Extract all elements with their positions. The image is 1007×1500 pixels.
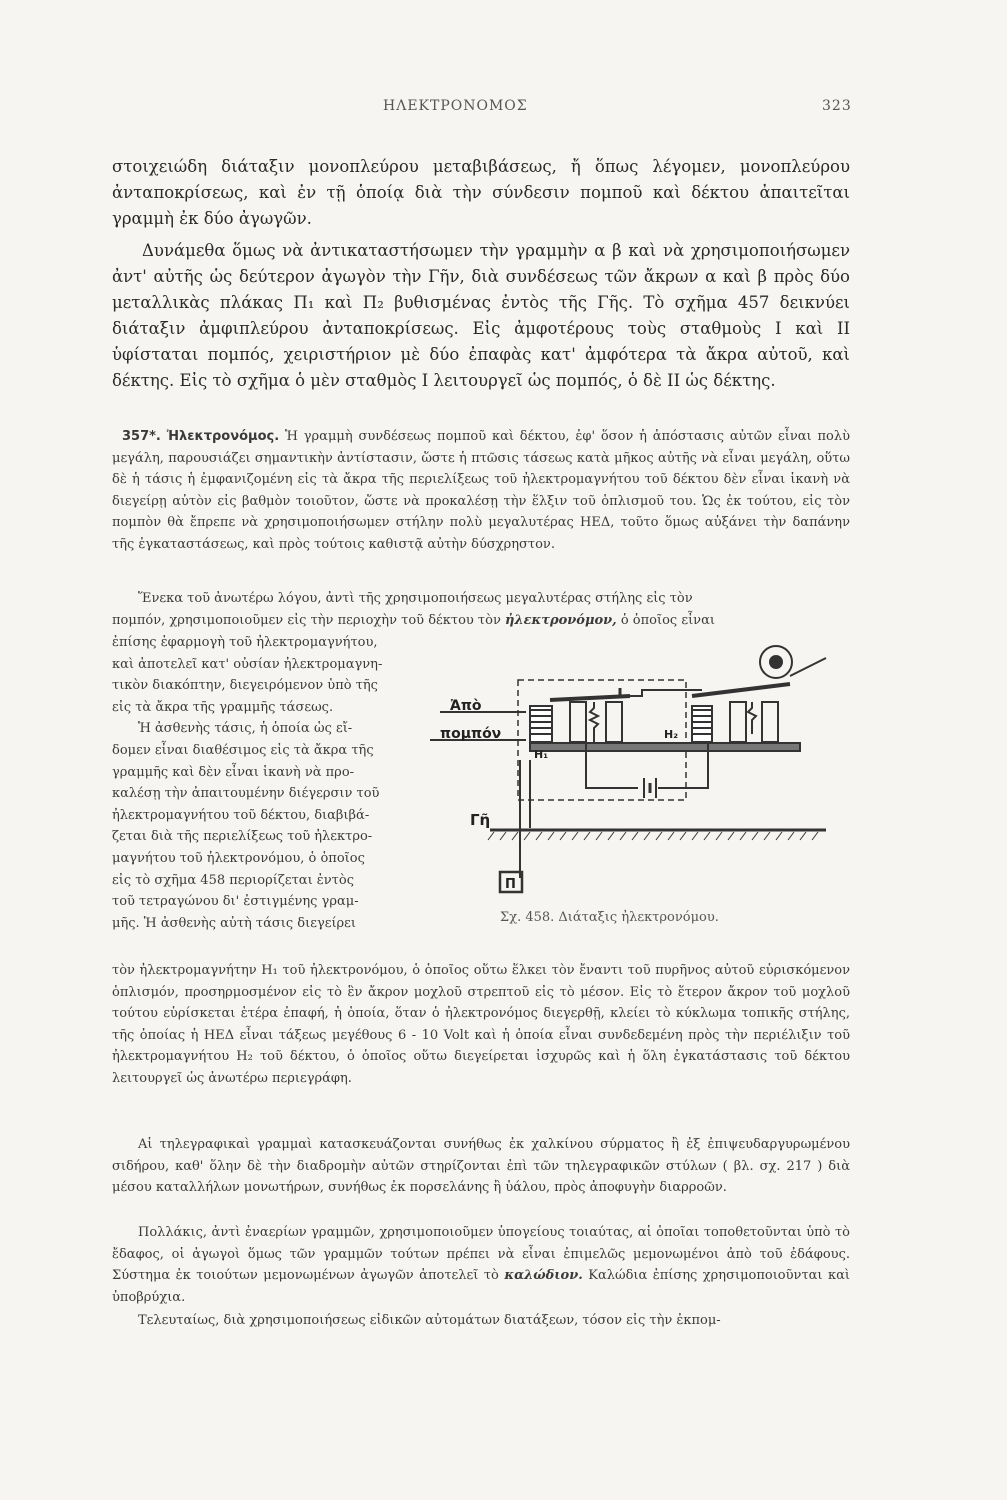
receiver-lever [692, 684, 790, 696]
wrap-left-line: εἰς τὰ ἄκρα τῆς γραμμῆς τάσεως. [112, 699, 334, 715]
section-intro-text: Ἡ γραμμὴ συνδέσεως πομποῦ καὶ δέκτου, ἐφ' ὅσον ἡ ἀπόστασις αὐτῶν εἶναι πολὺ μεγάλη, παρουσιάζει σημαντικὴν ἀντίστασιν, ὥστε ἡ πτῶσις τάσεως κατὰ μῆκος αὐτῆς νὰ εἶναι μεγάλη, οὕτω δὲ ἡ τάσις ἡ ἐμφανιζομένη εἰς τὰ ἄκρα τῆς περιελίξεως τοῦ ἠλεκτρομαγνήτου τοῦ δέκτου δὲν εἶναι ἱκανὴ νὰ διεγείρῃ αὐτὸν εἰς βαθμὸν τοιοῦτον, ὥστε νὰ προκαλέσῃ τὴν ἕλξιν τοῦ ὁπλισμοῦ του. Ὡς ἐκ τούτου, εἰς τὸν πομπὸν θὰ ἔπρεπε νὰ χρησιμοποιήσωμεν στήλην πολὺ μεγαλυτέρας ΗΕΔ, τοῦτο ὅμως αὐξάνει τὴν δαπάνην τῆς ἐγκαταστάσεως, καὶ πρὸς τούτοις καθιστᾷ αὐτὴν δύσχρηστον. [112, 429, 850, 552]
label-h2: H₂ [664, 728, 679, 741]
wrap-left-line: καλέσῃ τὴν ἀπαιτουμένην διέγερσιν τοῦ [112, 786, 380, 802]
term-cable: καλώδιον. [504, 1268, 583, 1284]
section-heading: Ἠλεκτρονόμος. [166, 429, 280, 444]
receiver-pillar [730, 702, 746, 742]
running-head: ΗΛΕΚΤΡΟΝΟΜΟΣ [383, 98, 528, 114]
label-from: Ἀπὸ [450, 698, 482, 714]
relay-pillar [570, 702, 586, 742]
local-battery [644, 778, 656, 798]
coil-h2 [692, 706, 712, 742]
label-plate: Π [505, 877, 516, 892]
term-relay: ἠλεκτρονόμον, [505, 613, 617, 628]
relay-pillar [606, 702, 622, 742]
wrap-left-line: μῆς. Ἡ ἀσθενὴς αὐτὴ τάσις διεγείρει [112, 915, 357, 931]
label-h1: H₁ [534, 748, 549, 761]
wrap-left-line: μαγνήτου τοῦ ἠλεκτρονόμου, ὁ ὁποῖος [112, 850, 365, 866]
section-number: 357*. [122, 429, 161, 444]
paragraph-2: Δυνάμεθα ὅμως νὰ ἀντικαταστήσωμεν τὴν γραμμὴν α β καὶ νὰ χρησιμοποιήσωμεν ἀντ' αὐτῆς ὡς δεύτερον ἀγωγὸν τὴν Γῆν, διὰ συνδέσεως τῶν ἄκρων α καὶ β πρὸς δύο μεταλλικὰς πλάκας Π₁ καὶ Π₂ βυθισμένας ἐντὸς τῆς Γῆς. Τὸ σχῆμα 457 δεικνύει διάταξιν ἀμφιπλεύρου ἀνταποκρίσεως. Εἰς ἀμφοτέρους τοὺς σταθμοὺς Ι καὶ ΙΙ ὑφίσταται πομπός, χειριστήριον μὲ δύο ἐπαφὰς κατ' ἀμφότερα τὰ ἄκρα αὐτοῦ, καὶ δέκτης. Εἰς τὸ σχῆμα ὁ μὲν σταθμὸς Ι λειτουργεῖ ὡς πομπός, ὁ δὲ ΙΙ ὡς δέκτης. [112, 241, 850, 390]
base-plate [530, 743, 800, 751]
wrap-left-line: γραμμῆς καὶ δὲν εἶναι ἱκανὴ νὰ προ- [112, 764, 355, 780]
wrap-left-line: καὶ ἀποτελεῖ κατ' οὐσίαν ἠλεκτρομαγνη- [112, 656, 383, 672]
paragraph-relay-operation: τὸν ἠλεκτρομαγνήτην Η₁ τοῦ ἠλεκτρονόμου, ὁ ὁποῖος οὕτω ἕλκει τὸν ἔναντι τοῦ πυρῆνος αὐτοῦ εὑρισκόμενον ὁπλισμόν, προσηρμοσμένον εἰς τὸ ἓν ἄκρον μοχλοῦ στρεπτοῦ εἰς τὸ μέσον. Εἰς τὸ ἕτερον ἄκρον τοῦ μοχλοῦ τούτου εὑρίσκεται ἑτέρα ἐπαφή, ἡ ὁποία, ὅταν ὁ ἠλεκτρονόμος διεγερθῇ, κλείει τὸ κύκλωμα τοπικῆς στήλης, τῆς ὁποίας ἡ ΗΕΔ εἶναι τάξεως μεγέθους 6 - 10 Volt καὶ ἡ ὁποία εἶναι συνδεδεμένη πρὸς τὴν περιέλιξιν τοῦ ἠλεκτρομαγνήτου Η₂ τοῦ δέκτου, ὁ ὁποῖος οὕτω διεγείρεται ἰσχυρῶς καὶ ἡ ὅλη ἐγκατάστασις τοῦ δέκτου λειτουργεῖ ὡς ἀνωτέρω περιεγράφη. [112, 963, 850, 1086]
receiver-spring [748, 702, 756, 734]
wrap-line-1: Ἕνεκα τοῦ ἀνωτέρω λόγου, ἀντὶ τῆς χρησιμοποιήσεως μεγαλυτέρας στήλης εἰς τὸν [138, 591, 693, 606]
ground-hatching [488, 832, 818, 840]
wrap-left-line: ζεται διὰ τῆς περιελίξεως τοῦ ἠλεκτρο- [112, 829, 373, 845]
wrap-left-line: Ἡ ἀσθενὴς τάσις, ἡ ὁποία ὡς εἴ- [138, 721, 353, 737]
cables-text-a: Πολλάκις, ἀντὶ ἐναερίων γραμμῶν, χρησιμοποιοῦμεν ὑπογείους τοιαύτας, αἱ ὁποῖαι τοποθετοῦνται ὑπὸ τὸ ἔδαφος, οἱ ἀγωγοὶ ὅμως τῶν γραμμῶν τούτων πρέπει νὰ εἶναι ἐπιμελῶς μεμονωμένοι ἀπὸ τοῦ ἐδάφους. Σύστημα ἐκ τοιούτων μεμονωμένων ἀγωγῶν ἀποτελεῖ τὸ [112, 1225, 850, 1284]
page-number: 323 [822, 98, 852, 114]
wrap-line-2-end: ὁ ὁποῖος εἶναι [620, 613, 715, 628]
receiver-link [630, 690, 702, 696]
wrap-line-2-start: πομπόν, χρησιμοποιοῦμεν εἰς τὴν περιοχὴν τοῦ δέκτου τὸν [112, 613, 501, 628]
relay-diagram [430, 640, 840, 910]
paragraph-1: στοιχειώδη διάταξιν μονοπλεύρου μεταβιβάσεως, ἤ ὅπως λέγομεν, μονοπλεύρου ἀνταποκρίσεως, καὶ ἐν τῇ ὁποίᾳ διὰ τὴν σύνδεσιν πομποῦ καὶ δέκτου ἀπαιτεῖται γραμμὴ ἐκ δύο ἀγωγῶν. [112, 157, 850, 228]
cables-text-b: Καλώδια ἐπίσης χρησιμοποιοῦνται καὶ ὑποβρύχια. [112, 1268, 850, 1305]
wrapped-text-column [112, 632, 412, 934]
wrap-left-line: τοῦ τετραγώνου δι' ἐστιγμένης γραμ- [112, 894, 359, 910]
wrap-left-line: τικὸν διακόπτην, διεγειρόμενον ὑπὸ τῆς [112, 678, 378, 694]
wrap-left-line: ἐπίσης ἐφαρμογὴ τοῦ ἠλεκτρομαγνήτου, [112, 635, 378, 650]
paper-tape [790, 658, 826, 676]
paragraph-last: Τελευταίως, διὰ χρησιμοποιήσεως εἰδικῶν αὐτομάτων διατάξεων, τόσον εἰς τὴν ἐκπομ- [138, 1313, 721, 1328]
relay-spring [590, 702, 598, 742]
relay-lever [550, 696, 630, 700]
wrap-left-line: ἠλεκτρομαγνήτου τοῦ δέκτου, διαβιβά- [112, 807, 370, 823]
section-intro [112, 426, 850, 556]
label-earth: Γῆ [470, 811, 491, 829]
label-sender: πομπόν [440, 726, 502, 742]
wrap-left-line: δομεν εἶναι διαθέσιμος εἰς τὰ ἄκρα τῆς [112, 742, 374, 758]
figure-caption: Σχ. 458. Διάταξις ἠλεκτρονόμου. [500, 910, 719, 925]
wrap-left-line: εἰς τὸ σχῆμα 458 περιορίζεται ἐντὸς [112, 872, 354, 888]
coil-h1 [530, 706, 552, 742]
wrap-line-2 [112, 610, 850, 632]
paragraph-cables [112, 1222, 850, 1308]
receiver-pillar [762, 702, 778, 742]
paragraph-telegraph-lines: Αἱ τηλεγραφικαὶ γραμμαὶ κατασκευάζονται συνήθως ἐκ χαλκίνου σύρματος ἢ ἐξ ἐπιψευδαργυρωμένου σιδήρου, καθ' ὅλην δὲ τὴν διαδρομὴν αὐτῶν στηρίζονται ἐπὶ τῶν τηλεγραφικῶν στύλων ( βλ. σχ. 217 ) διὰ μέσου καταλλήλων μονωτήρων, συνήθως ἐκ πορσελάνης ἢ ὑάλου, πρὸς ἀποφυγὴν διαρροῶν. [112, 1137, 850, 1196]
